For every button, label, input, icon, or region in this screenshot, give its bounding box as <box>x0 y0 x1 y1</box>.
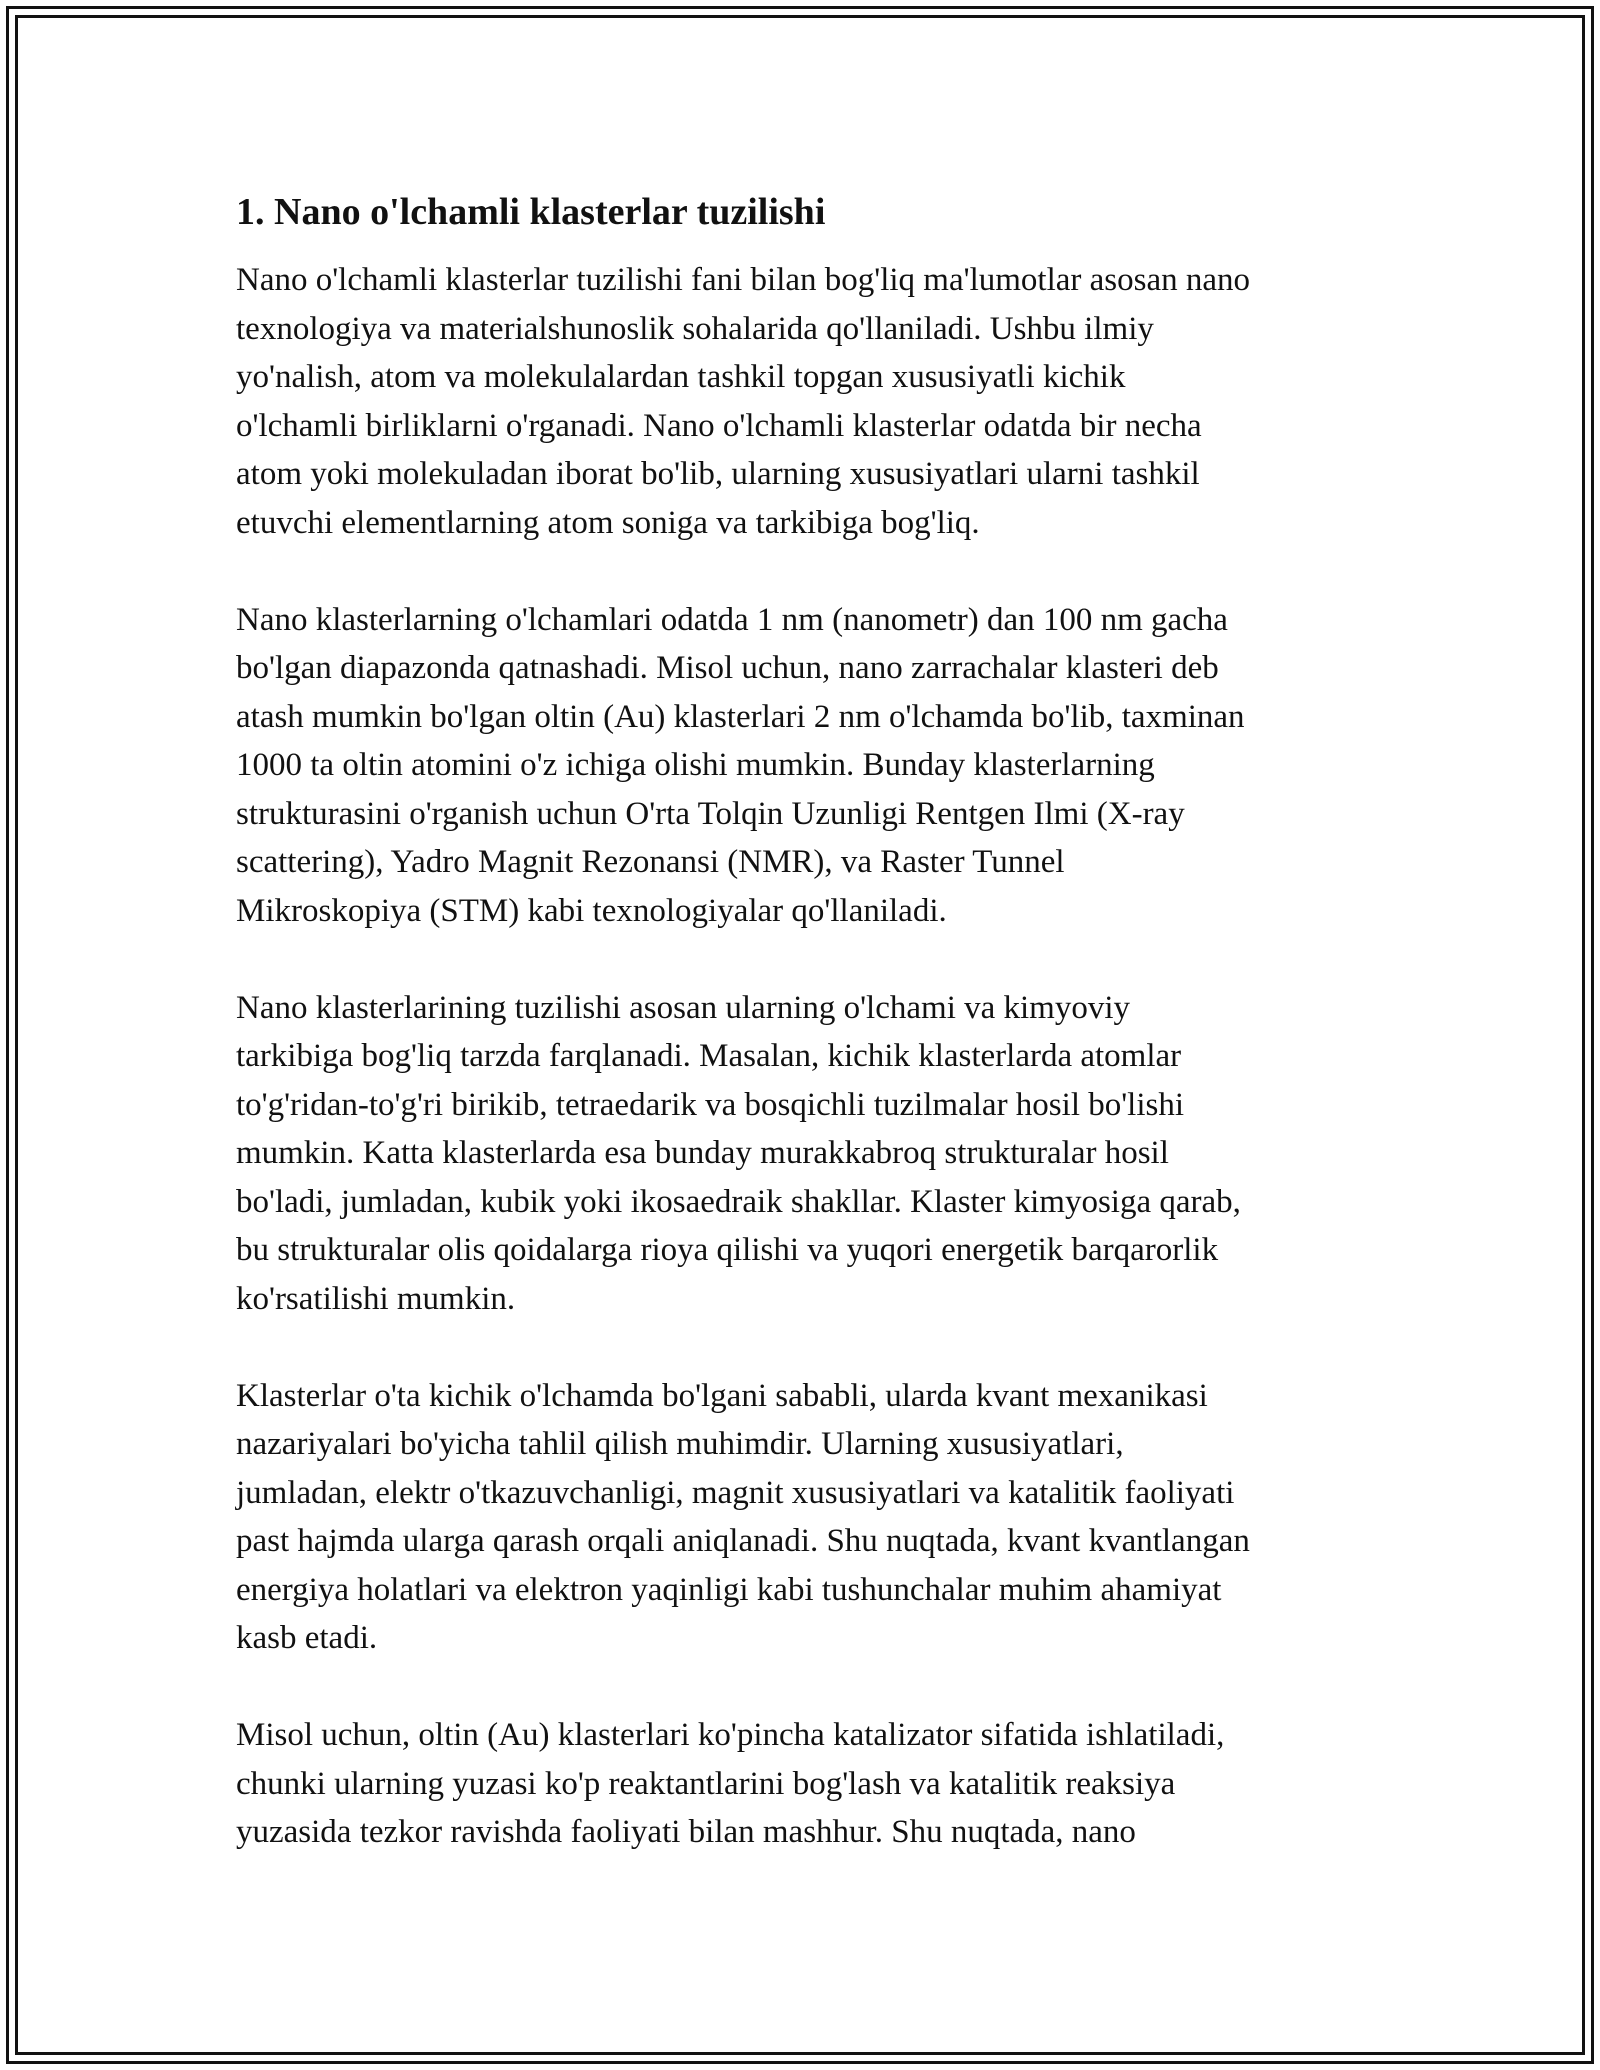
paragraph-line: strukturasini o'rganish uchun O'rta Tolqin Uzunligi Rentgen Ilmi (X-ray <box>236 795 1185 832</box>
paragraph-1 <box>236 256 1376 547</box>
paragraph-line: o'lchamli birliklarni o'rganadi. Nano o'lchamli klasterlar odatda bir necha <box>236 407 1202 444</box>
paragraph-line: Mikroskopiya (STM) kabi texnologiyalar qo'llaniladi. <box>236 892 947 929</box>
paragraph-line: kasb etadi. <box>236 1620 378 1656</box>
paragraph-line: chunki ularning yuzasi ko'p reaktantlarini bog'lash va katalitik reaksiya <box>236 1765 1176 1802</box>
paragraph-line: atash mumkin bo'lgan oltin (Au) klasterlari 2 nm o'lchamda bo'lib, taxminan <box>236 698 1245 735</box>
paragraph-line: Nano o'lchamli klasterlar tuzilishi fani bilan bog'liq ma'lumotlar asosan nano <box>236 262 1251 298</box>
paragraph-line: jumladan, elektr o'tkazuvchanligi, magnit xususiyatlari va katalitik faoliyati <box>236 1474 1235 1511</box>
paragraph-2 <box>236 596 1376 936</box>
paragraph-line: bo'ladi, jumladan, kubik yoki ikosaedraik shakllar. Klaster kimyosiga qarab, <box>236 1183 1241 1220</box>
paragraph-line: scattering), Yadro Magnit Rezonansi (NMR), va Raster Tunnel <box>236 844 1065 880</box>
paragraph-line: mumkin. Katta klasterlarda esa bunday murakkabroq strukturalar hosil <box>236 1135 1169 1171</box>
paragraph-line: ko'rsatilishi mumkin. <box>236 1280 516 1317</box>
paragraph-line: bu strukturalar olis qoidalarga rioya qilishi va yuqori energetik barqarorlik <box>236 1232 1219 1268</box>
paragraph-line: to'g'ridan-to'g'ri birikib, tetraedarik va bosqichli tuzilmalar hosil bo'lishi <box>236 1086 1185 1123</box>
paragraph-line: Misol uchun, oltin (Au) klasterlari ko'pincha katalizator sifatida ishlatiladi, <box>236 1717 1225 1753</box>
paragraph-line: energiya holatlari va elektron yaqinligi kabi tushunchalar muhim ahamiyat <box>236 1571 1222 1608</box>
paragraph-line: yo'nalish, atom va molekulalardan tashkil topgan xususiyatli kichik <box>236 359 1126 395</box>
paragraph-3 <box>236 984 1376 1324</box>
paragraph-line: past hajmda ularga qarash orqali aniqlanadi. Shu nuqtada, kvant kvantlangan <box>236 1523 1250 1559</box>
paragraph-4 <box>236 1372 1376 1663</box>
paragraph-line: 1000 ta oltin atomini o'z ichiga olishi mumkin. Bunday klasterlarning <box>236 747 1155 783</box>
section-heading: 1. Nano o'lchamli klasterlar tuzilishi <box>236 191 826 233</box>
paragraph-line: bo'lgan diapazonda qatnashadi. Misol uchun, nano zarrachalar klasteri deb <box>236 650 1219 686</box>
document-body <box>236 188 1376 1905</box>
paragraph-line: Klasterlar o'ta kichik o'lchamda bo'lgani sababli, ularda kvant mexanikasi <box>236 1377 1208 1414</box>
paragraph-line: yuzasida tezkor ravishda faoliyati bilan mashhur. Shu nuqtada, nano <box>236 1814 1136 1850</box>
paragraph-line: etuvchi elementlarning atom soniga va tarkibiga bog'liq. <box>236 504 980 541</box>
paragraph-5 <box>236 1711 1376 1857</box>
paragraph-line: tarkibiga bog'liq tarzda farqlanadi. Masalan, kichik klasterlarda atomlar <box>236 1038 1182 1074</box>
paragraph-line: nazariyalari bo'yicha tahlil qilish muhimdir. Ularning xususiyatlari, <box>236 1426 1124 1462</box>
paragraph-line: atom yoki molekuladan iborat bo'lib, ularning xususiyatlari ularni tashkil <box>236 456 1200 492</box>
paragraph-line: Nano klasterlarning o'lchamlari odatda 1 nm (nanometr) dan 100 nm gacha <box>236 601 1228 638</box>
paragraph-line: Nano klasterlarining tuzilishi asosan ularning o'lchami va kimyoviy <box>236 989 1131 1026</box>
paragraph-line: texnologiya va materialshunoslik sohalarida qo'llaniladi. Ushbu ilmiy <box>236 310 1154 347</box>
